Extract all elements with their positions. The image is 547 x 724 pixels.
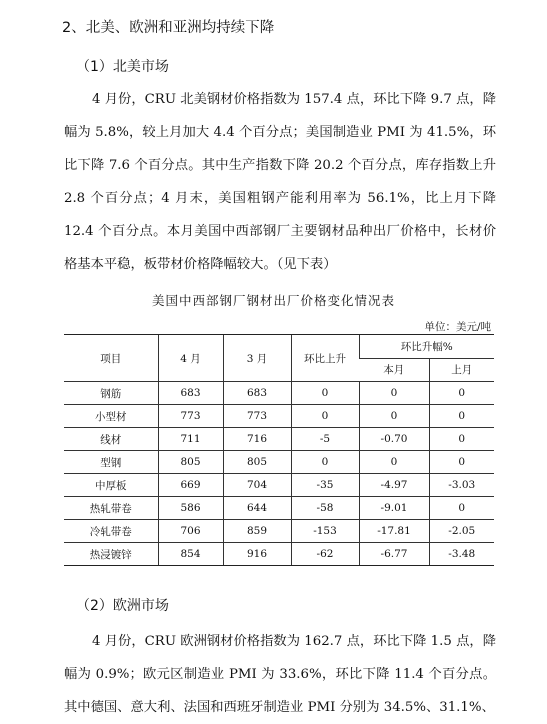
table-cell-last: 0: [429, 497, 494, 520]
table-row: [64, 382, 494, 405]
table-cell-item: 型钢: [64, 451, 158, 474]
table-cell-last: 0: [429, 405, 494, 428]
table-cell-apr: 706: [158, 520, 223, 543]
table-cell-mar: 704: [223, 474, 291, 497]
header-this-month: 本月: [359, 358, 429, 382]
paragraph-north-america: [64, 83, 496, 281]
table-cell-last: -3.48: [429, 543, 494, 566]
header-mom: 环比上升: [291, 335, 359, 382]
table-body: [64, 382, 494, 566]
subheading-europe: （2）欧洲市场: [76, 598, 169, 614]
table-cell-this: 0: [359, 405, 429, 428]
table-cell-mar: 916: [223, 543, 291, 566]
table-row: [64, 520, 494, 543]
paragraph-text: 4 月份，CRU 北美钢材价格指数为 157.4 点，环比下降 9.7 点，降幅为 5.8%，较上月加大 4.4 个百分点；美国制造业 PMI 为 41.5%，环比下降 7.6 个百分点。其中生产指数下降 20.2 个百分点，库存指数上升 2.8 个百分点；4 月末，美国粗钢产能利用率为 56.1%，比上月下降 12.4 个百分点。本月美国中西部钢厂主要钢材品种出厂价格中，长材价格基本平稳，板带材价格降幅较大。（见下表）: [64, 92, 496, 272]
table-cell-item: 热轧带卷: [64, 497, 158, 520]
header-apr: 4 月: [158, 335, 223, 382]
table-cell-last: -3.03: [429, 474, 494, 497]
table-cell-last: 0: [429, 382, 494, 405]
table-cell-item: 钢筋: [64, 382, 158, 405]
table-cell-mar: 644: [223, 497, 291, 520]
table-cell-this: -0.70: [359, 428, 429, 451]
table-cell-mom: -62: [291, 543, 359, 566]
table-cell-this: 0: [359, 451, 429, 474]
table-cell-this: -6.77: [359, 543, 429, 566]
table-cell-this: -17.81: [359, 520, 429, 543]
header-item: 项目: [64, 335, 158, 382]
header-mar: 3 月: [223, 335, 291, 382]
table-row: [64, 451, 494, 474]
table-cell-item: 线材: [64, 428, 158, 451]
table-cell-item: 中厚板: [64, 474, 158, 497]
paragraph-europe: [64, 625, 496, 724]
table-cell-apr: 805: [158, 451, 223, 474]
table-cell-apr: 854: [158, 543, 223, 566]
table-row: [64, 497, 494, 520]
table-cell-this: -9.01: [359, 497, 429, 520]
table-row: [64, 428, 494, 451]
table-cell-item: 热浸镀锌: [64, 543, 158, 566]
table-cell-mar: 716: [223, 428, 291, 451]
table-cell-this: 0: [359, 382, 429, 405]
table-cell-apr: 586: [158, 497, 223, 520]
table-cell-item: 冷轧带卷: [64, 520, 158, 543]
table-cell-mom: -35: [291, 474, 359, 497]
header-last-month: 上月: [429, 358, 494, 382]
table-cell-apr: 669: [158, 474, 223, 497]
table-cell-mar: 859: [223, 520, 291, 543]
table-unit: 单位：美元/吨: [424, 321, 491, 333]
table-cell-mar: 773: [223, 405, 291, 428]
section-heading: 2、北美、欧洲和亚洲均持续下降: [62, 20, 275, 36]
price-table: [64, 334, 494, 566]
table-cell-last: 0: [429, 428, 494, 451]
table-cell-mom: 0: [291, 405, 359, 428]
table-cell-last: 0: [429, 451, 494, 474]
table-cell-mom: -58: [291, 497, 359, 520]
table-cell-mom: -5: [291, 428, 359, 451]
table-cell-mar: 805: [223, 451, 291, 474]
subheading-north-america: （1）北美市场: [76, 59, 169, 75]
table-cell-this: -4.97: [359, 474, 429, 497]
table-cell-apr: 773: [158, 405, 223, 428]
table-cell-last: -2.05: [429, 520, 494, 543]
table-row: [64, 405, 494, 428]
table-cell-apr: 711: [158, 428, 223, 451]
table-cell-apr: 683: [158, 382, 223, 405]
table-cell-mom: 0: [291, 382, 359, 405]
paragraph-text: 4 月份，CRU 欧洲钢材价格指数为 162.7 点，环比下降 1.5 点，降幅为 0.9%；欧元区制造业 PMI 为 33.6%，环比下降 11.4 个百分点。其中德国、意大利、法国和西班牙制造业 PMI 分别为 34.5%、31.1%、: [64, 634, 496, 715]
header-pct-group: 环比升幅%: [359, 335, 494, 359]
table-cell-mom: -153: [291, 520, 359, 543]
table-cell-mar: 683: [223, 382, 291, 405]
table-cell-mom: 0: [291, 451, 359, 474]
table-cell-item: 小型材: [64, 405, 158, 428]
table-caption: 美国中西部钢厂钢材出厂价格变化情况表: [151, 293, 395, 308]
table-row: [64, 543, 494, 566]
table-row: [64, 474, 494, 497]
